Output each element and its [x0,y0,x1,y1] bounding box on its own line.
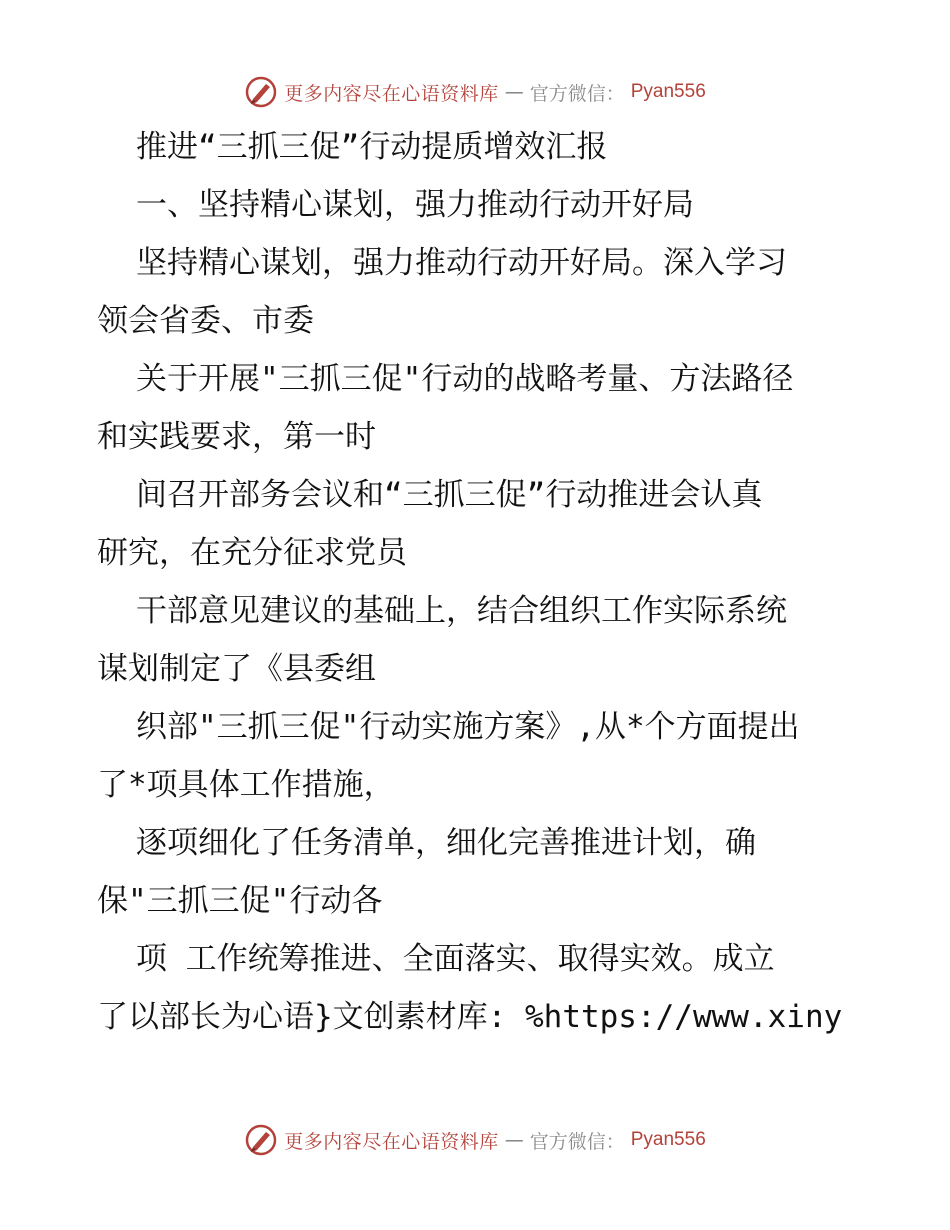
body-line: 了以部长为心语}文创素材库: %https://www.xiny [97,999,843,1035]
body-line: 间召开部务会议和“三抓三促”行动推进会认真 [136,477,763,513]
body-line: 坚持精心谋划，强力推动行动开好局。深入学习 [136,245,787,281]
header-watermark-text: 更多内容尽在心语资料库 [284,82,499,105]
body-line: 织部"三抓三促"行动实施方案》,从*个方面提出 [136,709,800,745]
body-line: 逐项细化了任务清单，细化完善推进计划，确 [136,825,756,861]
body-line: 领会省委、市委 [97,303,314,339]
footer-watermark [0,1120,950,1160]
pen-logo-icon [244,1123,278,1157]
header-watermark [0,72,950,112]
footer-watermark-official: 官方微信： [529,1130,625,1153]
body-line: 和实践要求，第一时 [97,419,376,455]
document-title: 推进“三抓三促”行动提质增效汇报 [136,129,608,165]
body-line: 了*项具体工作措施， [97,767,395,803]
footer-watermark-id: Pyan556 [630,1129,706,1150]
footer-watermark-text: 更多内容尽在心语资料库 [284,1130,499,1153]
body-line: 谋划制定了《县委组 [97,651,376,687]
header-watermark-id: Pyan556 [630,81,706,102]
body-line: 干部意见建议的基础上，结合组织工作实际系统 [136,593,787,629]
header-watermark-official: 官方微信： [529,82,625,105]
body-line: 保"三抓三促"行动各 [97,883,383,919]
body-line: 研究，在充分征求党员 [97,535,407,571]
body-line: 关于开展"三抓三促"行动的战略考量、方法路径 [136,361,794,397]
footer-watermark-dash: — [504,1129,524,1151]
pen-logo-icon [244,75,278,109]
body-line: 项 工作统筹推进、全面落实、取得实效。成立 [136,941,775,977]
header-watermark-dash: — [504,81,524,103]
section-heading: 一、坚持精心谋划，强力推动行动开好局 [136,187,694,223]
